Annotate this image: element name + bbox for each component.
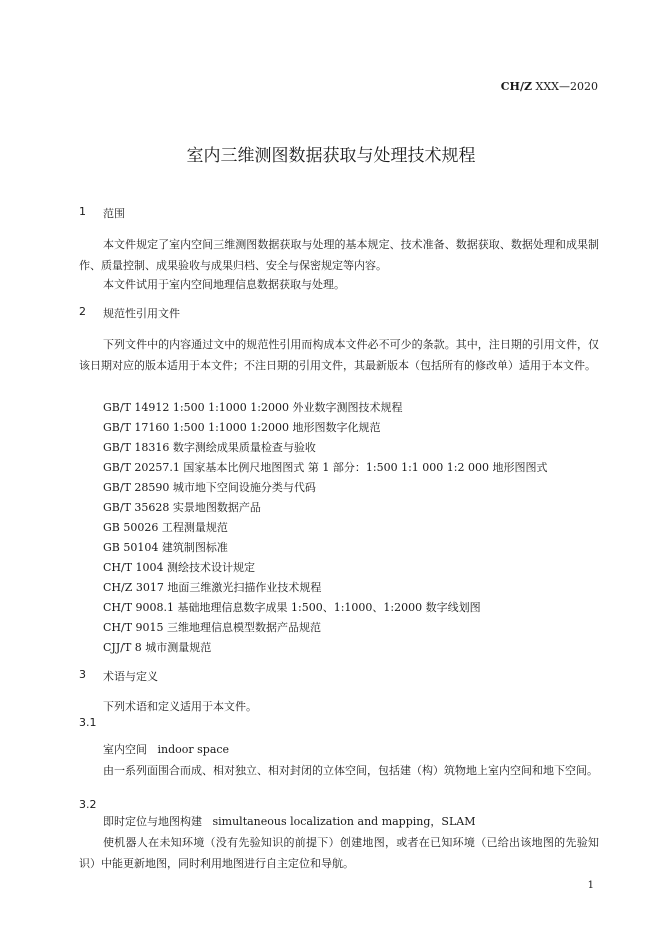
document-code-prefix: CH/Z [500, 80, 532, 93]
term-number: 3.2 [79, 798, 97, 811]
section-number: 3 [79, 668, 86, 681]
reference-item: CH/T 9015 三维地理信息模型数据产品规范 [103, 621, 322, 634]
term-english: indoor space [157, 743, 230, 756]
term-heading [103, 741, 229, 757]
reference-item: GB/T 28590 城市地下空间设施分类与代码 [103, 481, 316, 494]
reference-item: GB/T 18316 数字测绘成果质量检查与验收 [103, 441, 316, 454]
section-1-paragraph-1: 本文件规定了室内空间三维测图数据获取与处理的基本规定、技术准备、数据获取、数据处理和成果制作、质量控制、成果验收与成果归档、安全与保密规定等内容。 [79, 238, 599, 272]
section-title: 规范性引用文件 [103, 307, 180, 320]
reference-item: GB/T 35628 实景地图数据产品 [103, 501, 261, 514]
term-english: simultaneous localization and mapping，SLAM [212, 815, 476, 828]
reference-item: CH/T 9008.1 基础地理信息数字成果 1:500、1:1000、1:2000 数字线划图 [103, 601, 481, 614]
term-heading [103, 813, 475, 829]
term-chinese: 即时定位与地图构建 [103, 815, 202, 828]
term-number: 3.1 [79, 716, 97, 729]
page-title: 室内三维测图数据获取与处理技术规程 [186, 146, 476, 166]
section-title: 范围 [103, 207, 125, 220]
section-title: 术语与定义 [103, 670, 158, 683]
reference-item: CH/T 1004 测绘技术设计规定 [103, 561, 256, 574]
term-definition: 由一系列面围合而成、相对独立、相对封闭的立体空间，包括建（构）筑物地上室内空间和地下空间。 [103, 764, 598, 777]
section-3-paragraph-1: 下列术语和定义适用于本文件。 [103, 700, 257, 713]
section-number: 2 [79, 305, 86, 318]
term-definition: 使机器人在未知环境（没有先验知识的前提下）创建地图，或者在已知环境（已给出该地图的先验知识）中能更新地图，同时利用地图进行自主定位和导航。 [79, 836, 599, 870]
reference-item: CH/Z 3017 地面三维激光扫描作业技术规程 [103, 581, 322, 594]
reference-item: GB/T 14912 1:500 1:1000 1:2000 外业数字测图技术规程 [103, 401, 403, 414]
term-chinese: 室内空间 [103, 743, 147, 756]
section-1-paragraph-2: 本文件试用于室内空间地理信息数据获取与处理。 [103, 278, 345, 291]
reference-item: GB/T 17160 1:500 1:1000 1:2000 地形图数字化规范 [103, 421, 381, 434]
reference-item: GB/T 20257.1 国家基本比例尺地图图式 第 1 部分：1:500 1:1 000 1:2 000 地形图图式 [103, 461, 548, 474]
reference-item: CJJ/T 8 城市测量规范 [103, 641, 212, 654]
section-number: 1 [79, 205, 86, 218]
section-2-paragraph-1: 下列文件中的内容通过文中的规范性引用而构成本文件必不可少的条款。其中，注日期的引用文件，仅该日期对应的版本适用于本文件；不注日期的引用文件，其最新版本（包括所有的修改单）适用于本文件。 [79, 338, 599, 372]
reference-item: GB 50026 工程测量规范 [103, 521, 228, 534]
reference-item: GB 50104 建筑制图标准 [103, 541, 228, 554]
document-code [501, 80, 598, 93]
page-number: 1 [587, 880, 594, 891]
document-code-number: XXX—2020 [535, 80, 598, 93]
